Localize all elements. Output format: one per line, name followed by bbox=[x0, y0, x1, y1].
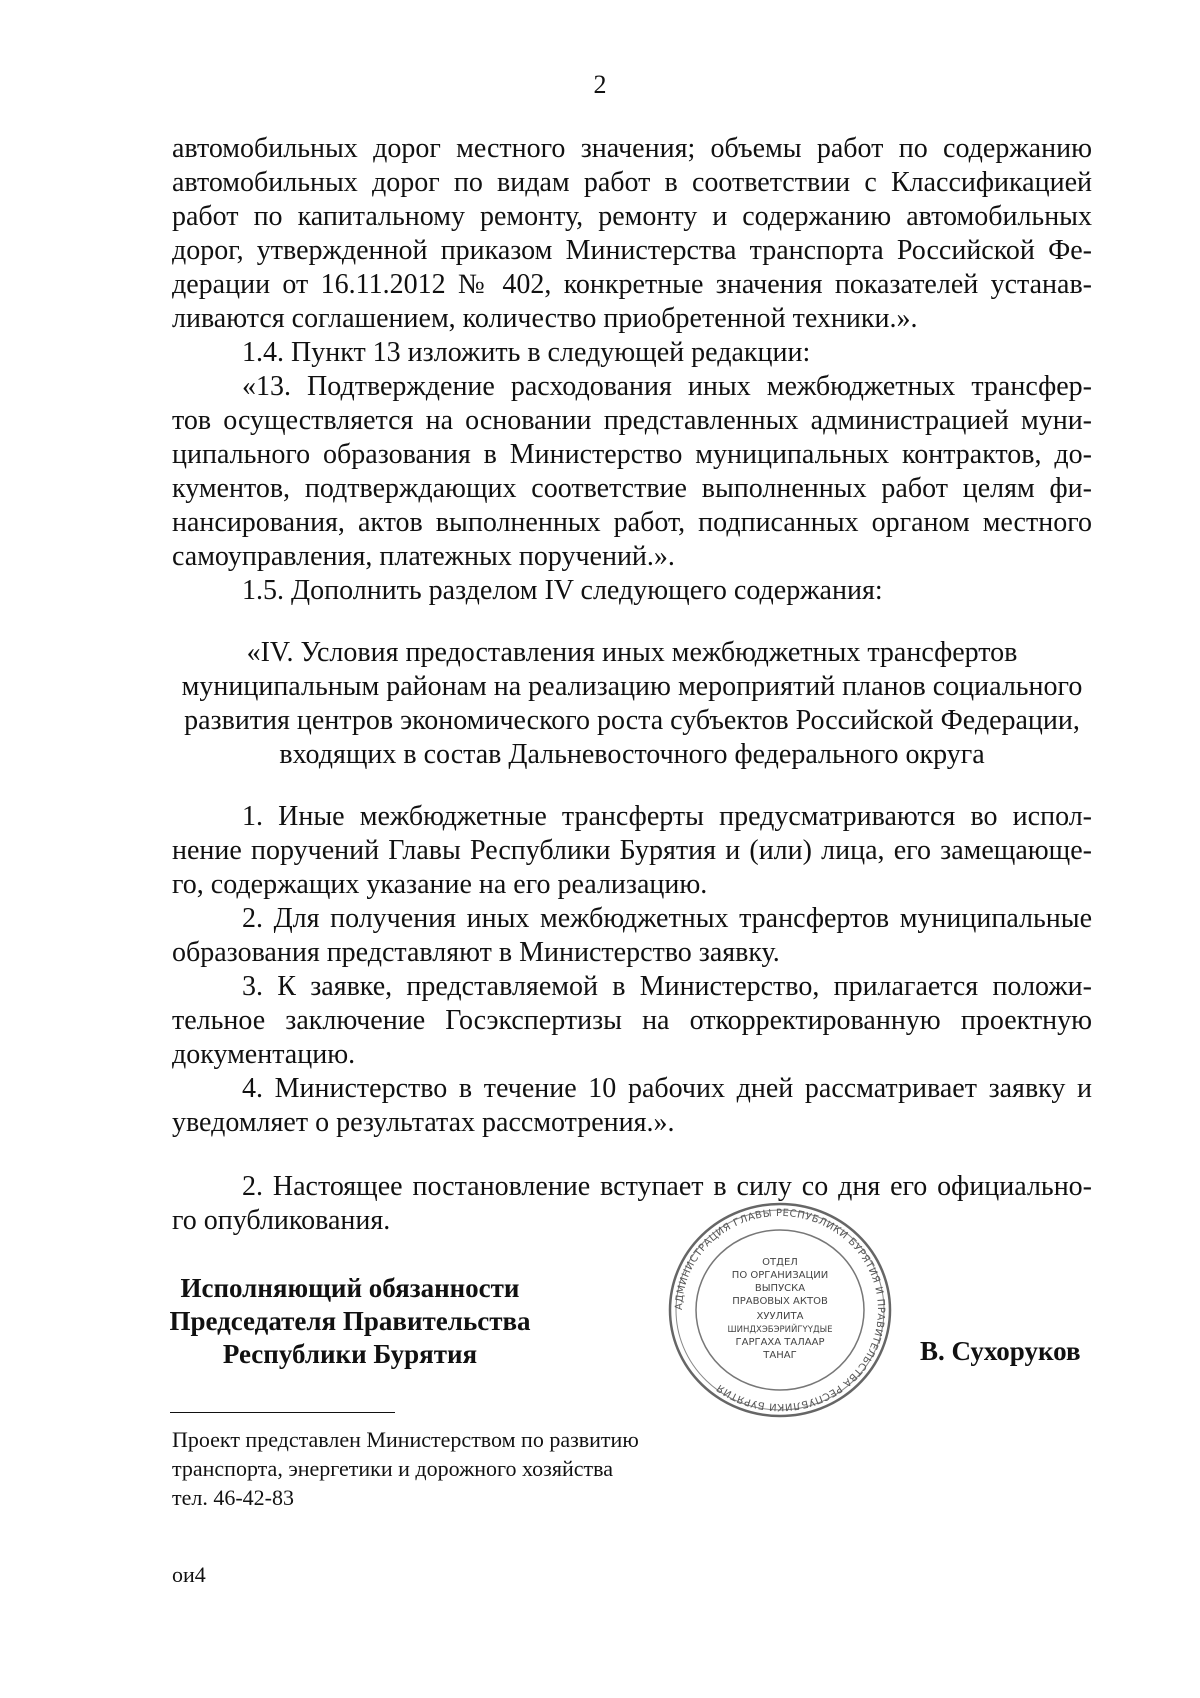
stamp-inner-line: ХУУЛИТА bbox=[756, 1311, 804, 1322]
text-line: го опубликования. bbox=[172, 1205, 391, 1236]
stamp-outer-text: АДМИНИСТРАЦИЯ ГЛАВЫ РЕСПУБЛИКИ БУРЯТИЯ И ПРАВИТЕЛЬСТВА РЕСПУБЛИКИ БУРЯТИЯ bbox=[673, 1207, 887, 1413]
text-line: 2. Настоящее постановление вступает в силу со дня его официально- bbox=[242, 1171, 1092, 1202]
paragraph-1-5 bbox=[172, 574, 1092, 608]
section-title-line: «IV. Условия предоставления иных межбюджетных трансфертов bbox=[246, 637, 1018, 668]
text-line: документацию. bbox=[172, 1039, 356, 1070]
paragraph-1-4 bbox=[172, 336, 1092, 370]
signatory-title bbox=[150, 1272, 550, 1371]
text-line: «13. Подтверждение расходования иных межбюджетных трансфер- bbox=[242, 371, 1092, 402]
stamp-inner-line: ВЫПУСКА bbox=[754, 1283, 806, 1294]
item-4 bbox=[172, 1072, 1092, 1140]
page-number: 2 bbox=[593, 70, 607, 99]
text-line: 1.4. Пункт 13 изложить в следующей редакции: bbox=[242, 337, 811, 368]
stamp-inner-line: ШИНДХЭБЭРИЙГҮҮДЫЕ bbox=[727, 1325, 833, 1335]
signatory-name: В. Сухоруков bbox=[920, 1336, 1081, 1366]
text-line: автомобильных дорог местного значения; объемы работ по содержанию bbox=[172, 133, 1092, 164]
text-line: дорог, утвержденной приказом Министерства транспорта Российской Фе- bbox=[172, 235, 1092, 266]
text-line: самоуправления, платежных поручений.». bbox=[172, 541, 675, 572]
text-line: 1. Иные межбюджетные трансферты предусматриваются во испол- bbox=[242, 801, 1092, 832]
paragraph-1 bbox=[172, 132, 1092, 336]
signatory-title-line: Исполняющий обязанности bbox=[180, 1273, 520, 1303]
stamp-inner-line: ПО ОРГАНИЗАЦИИ bbox=[731, 1270, 829, 1281]
footnote-line: Проект представлен Министерством по развитию bbox=[172, 1427, 639, 1452]
text-line: работ по капитальному ремонту, ремонту и содержанию автомобильных bbox=[172, 201, 1092, 232]
footnote-line: тел. 46-42-83 bbox=[172, 1485, 295, 1510]
text-line: автомобильных дорог по видам работ в соответствии с Классификацией bbox=[172, 167, 1092, 198]
text-line: образования представляют в Министерство заявку. bbox=[172, 937, 780, 968]
stamp-inner-line: ОТДЕЛ bbox=[762, 1257, 798, 1268]
text-line: ливаются соглашением, количество приобретенной техники.». bbox=[172, 303, 918, 334]
footnote bbox=[172, 1425, 639, 1512]
text-line: кументов, подтверждающих соответствие выполненных работ целям фи- bbox=[172, 473, 1092, 504]
text-line: го, содержащих указание на его реализацию. bbox=[172, 869, 708, 900]
text-line: уведомляет о результатах рассмотрения.». bbox=[172, 1107, 675, 1138]
svg-text:АДМИНИСТРАЦИЯ ГЛАВЫ РЕСПУБЛИКИ bbox=[674, 1208, 886, 1412]
stamp-inner-line: ТАНАГ bbox=[763, 1350, 797, 1361]
section-title-line: развития центров экономического роста субъектов Российской Федерации, bbox=[184, 705, 1080, 736]
text-line: нансирования, актов выполненных работ, подписанных органом местного bbox=[172, 507, 1092, 538]
stamp-inner-line: ПРАВОВЫХ АКТОВ bbox=[732, 1296, 828, 1307]
item-1 bbox=[172, 800, 1092, 902]
section-title-line: муниципальным районам на реализацию мероприятий планов социального bbox=[181, 671, 1083, 702]
signatory-title-line: Республики Бурятия bbox=[222, 1339, 478, 1369]
footnote-line: транспорта, энергетики и дорожного хозяйства bbox=[172, 1456, 613, 1481]
paragraph-13 bbox=[172, 370, 1092, 574]
section-title-line: входящих в состав Дальневосточного федерального округа bbox=[279, 739, 985, 770]
document-code: ои4 bbox=[172, 1562, 206, 1587]
text-line: нение поручений Главы Республики Бурятия и (или) лица, его замещающе- bbox=[172, 835, 1092, 866]
text-line: 3. К заявке, представляемой в Министерство, прилагается положи- bbox=[242, 971, 1092, 1002]
item-2 bbox=[172, 902, 1092, 970]
text-line: тов осуществляется на основании представленных администрацией муни- bbox=[172, 405, 1092, 436]
text-line: 2. Для получения иных межбюджетных трансфертов муниципальные bbox=[242, 903, 1092, 934]
item-3 bbox=[172, 970, 1092, 1072]
official-stamp bbox=[655, 1195, 905, 1425]
closing-paragraph bbox=[172, 1170, 1092, 1238]
footnote-divider bbox=[170, 1412, 395, 1413]
text-line: ципального образования в Министерство муниципальных контрактов, до- bbox=[172, 439, 1092, 470]
stamp-inner-line: ГАРГАХА ТАЛААР bbox=[735, 1337, 825, 1348]
text-line: дерации от 16.11.2012 № 402, конкретные значения показателей устанав- bbox=[172, 269, 1092, 300]
text-line: 4. Министерство в течение 10 рабочих дней рассматривает заявку и bbox=[242, 1073, 1092, 1104]
section-title bbox=[172, 636, 1092, 772]
text-line: 1.5. Дополнить разделом IV следующего содержания: bbox=[242, 575, 883, 606]
signatory-title-line: Председателя Правительства bbox=[169, 1306, 531, 1336]
text-line: тельное заключение Госэкспертизы на откорректированную проектную bbox=[172, 1005, 1092, 1036]
